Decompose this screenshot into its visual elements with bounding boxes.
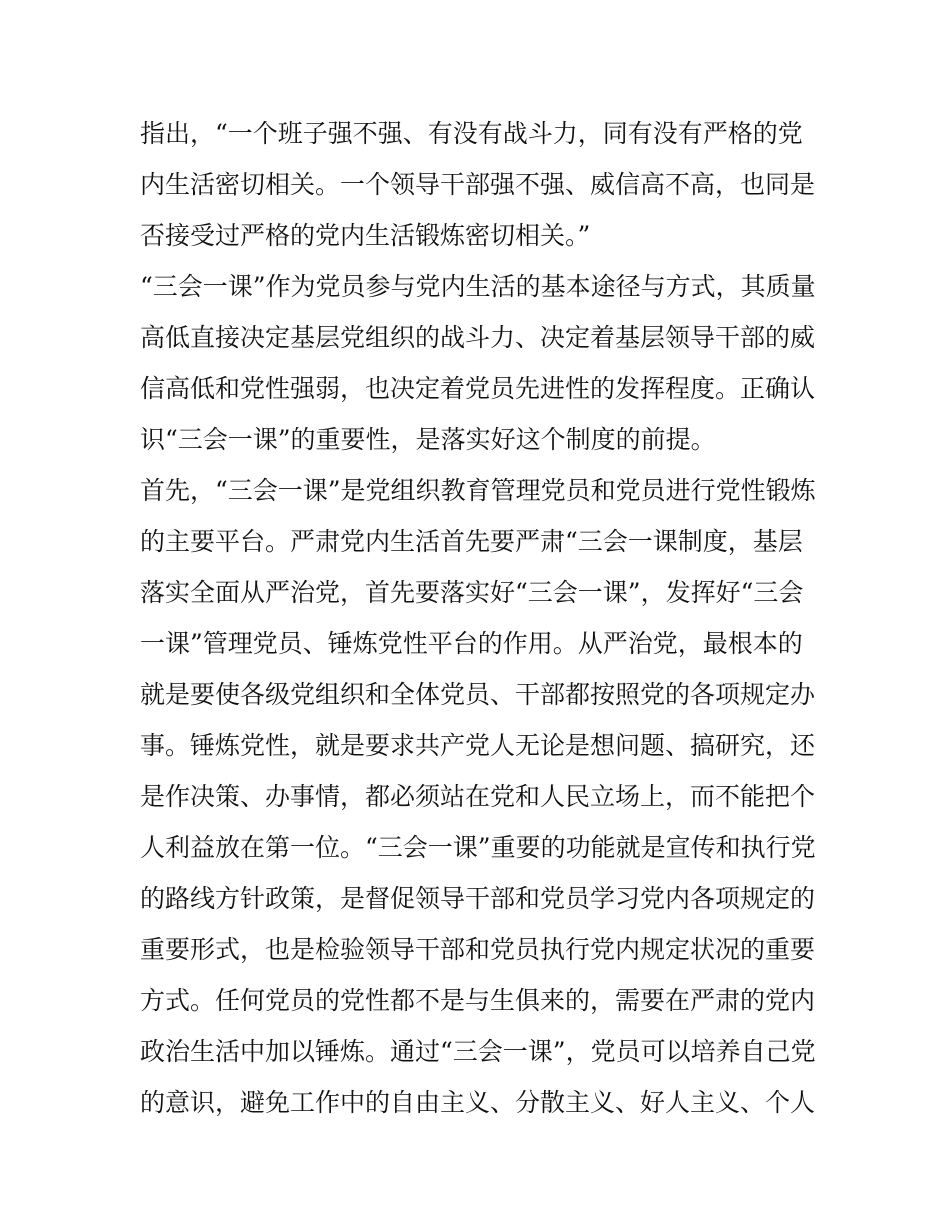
text-line: 人利益放在第一位。“三会一课”重要的功能就是宣传和执行党 [140,833,816,862]
text-line: 政治生活中加以锤炼。通过“三会一课”，党员可以培养自己党 [140,1037,816,1066]
text-line: 高低直接决定基层党组织的战斗力、决定着基层领导干部的威 [140,323,816,352]
text-line: 指出，“一个班子强不强、有没有战斗力，同有没有严格的党 [140,119,803,148]
text-line: 落实全面从严治党，首先要落实好“三会一课”，发挥好“三会 [140,578,804,607]
text-line: 方式。任何党员的党性都不是与生俱来的，需要在严肃的党内 [140,986,816,1015]
body-text [140,108,820,1128]
text-line: 就是要使各级党组织和全体党员、干部都按照党的各项规定办 [140,680,816,709]
text-line: 识“三会一课”的重要性，是落实好这个制度的前提。 [140,425,716,454]
text-line: 内生活密切相关。一个领导干部强不强、威信高不高，也同是 [140,170,816,199]
text-line: 首先，“三会一课”是党组织教育管理党员和党员进行党性锻炼 [140,476,816,505]
text-line: 重要形式，也是检验领导干部和党员执行党内规定状况的重要 [140,935,816,964]
text-line: “三会一课”作为党员参与党内生活的基本途径与方式，其质量 [140,272,816,301]
text-line: 的路线方针政策，是督促领导干部和党员学习党内各项规定的 [140,884,816,913]
text-line: 是作决策、办事情，都必须站在党和人民立场上，而不能把个 [140,782,816,811]
text-line: 信高低和党性强弱，也决定着党员先进性的发挥程度。正确认 [140,374,816,403]
text-line: 事。锤炼党性，就是要求共产党人无论是想问题、搞研究，还 [140,731,816,760]
text-line: 的主要平台。严肃党内生活首先要严肃“三会一课制度，基层 [140,527,803,556]
text-line: 一课”管理党员、锤炼党性平台的作用。从严治党，最根本的 [140,629,803,658]
text-line: 否接受过严格的党内生活锻炼密切相关。” [140,221,591,250]
text-line: 的意识，避免工作中的自由主义、分散主义、好人主义、个人 [140,1088,816,1117]
